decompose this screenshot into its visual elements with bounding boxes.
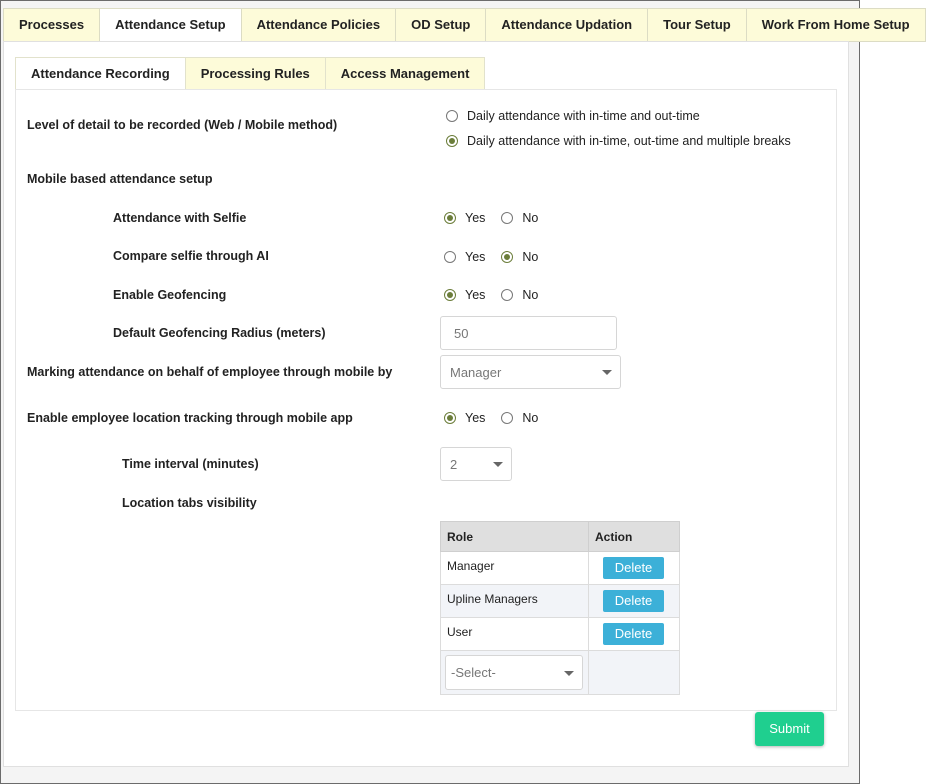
- location-tracking-label: Enable employee location tracking through mobile app: [27, 411, 353, 425]
- chevron-down-icon: [602, 370, 612, 375]
- detail-option-1-radio[interactable]: [446, 110, 458, 122]
- submit-button[interactable]: Submit: [755, 712, 824, 746]
- tab-work-from-home-setup[interactable]: Work From Home Setup: [746, 8, 926, 42]
- geofencing-radio-group: [444, 288, 538, 302]
- geofencing-yes-radio[interactable]: [444, 289, 456, 301]
- tracking-no-radio[interactable]: [501, 412, 513, 424]
- top-tab-bar: [3, 8, 926, 42]
- geofencing-no-label: No: [522, 288, 539, 302]
- tracking-yes-label: Yes: [465, 411, 486, 425]
- empty-action-cell: [589, 651, 680, 695]
- time-interval-value: 2: [450, 456, 458, 472]
- detail-level-label: Level of detail to be recorded (Web / Mobile method): [27, 118, 338, 132]
- role-column-header: Role: [441, 522, 589, 552]
- location-tracking-radio-group: [444, 411, 538, 425]
- selfie-yes-radio[interactable]: [444, 212, 456, 224]
- geofence-radius-input[interactable]: 50: [440, 316, 617, 350]
- tab-attendance-setup[interactable]: Attendance Setup: [99, 8, 241, 42]
- add-role-row: [441, 651, 680, 695]
- tracking-yes-radio[interactable]: [444, 412, 456, 424]
- detail-option-1[interactable]: [446, 109, 700, 123]
- tab-od-setup[interactable]: OD Setup: [395, 8, 485, 42]
- role-select-placeholder: -Select-: [451, 665, 496, 680]
- action-cell: [589, 585, 680, 618]
- delete-button[interactable]: Delete: [603, 590, 664, 612]
- geofencing-label: Enable Geofencing: [113, 288, 227, 302]
- delete-button[interactable]: Delete: [603, 623, 664, 645]
- detail-option-2[interactable]: [446, 134, 791, 148]
- detail-option-2-radio[interactable]: [446, 135, 458, 147]
- action-cell: [589, 552, 680, 585]
- table-header-row: [441, 522, 680, 552]
- geofencing-yes-label: Yes: [465, 288, 486, 302]
- detail-option-2-label: Daily attendance with in-time, out-time and multiple breaks: [467, 134, 791, 148]
- geofencing-no-radio[interactable]: [501, 289, 513, 301]
- time-interval-select[interactable]: [440, 447, 512, 481]
- table-row: [441, 585, 680, 618]
- time-interval-label: Time interval (minutes): [122, 457, 259, 471]
- subtab-processing-rules[interactable]: Processing Rules: [185, 57, 325, 90]
- action-column-header: Action: [589, 522, 680, 552]
- role-cell: Upline Managers: [441, 585, 589, 618]
- location-tabs-visibility-label: Location tabs visibility: [122, 496, 257, 510]
- selfie-label: Attendance with Selfie: [113, 211, 247, 225]
- tracking-no-label: No: [522, 411, 539, 425]
- behalf-marking-label: Marking attendance on behalf of employee through mobile by: [27, 365, 393, 379]
- action-cell: [589, 618, 680, 651]
- role-cell: User: [441, 618, 589, 651]
- behalf-marking-value: Manager: [450, 364, 502, 380]
- chevron-down-icon: [493, 462, 503, 467]
- behalf-marking-select[interactable]: [440, 355, 621, 389]
- subtab-access-management[interactable]: Access Management: [325, 57, 486, 90]
- selfie-no-radio[interactable]: [501, 212, 513, 224]
- table-row: [441, 618, 680, 651]
- tab-attendance-updation[interactable]: Attendance Updation: [485, 8, 647, 42]
- role-cell: Manager: [441, 552, 589, 585]
- selfie-yes-label: Yes: [465, 211, 486, 225]
- tab-processes[interactable]: Processes: [3, 8, 99, 42]
- role-select[interactable]: [445, 655, 583, 690]
- selfie-no-label: No: [522, 211, 539, 225]
- compare-ai-no-label: No: [522, 250, 539, 264]
- role-select-cell: [441, 651, 589, 695]
- delete-button[interactable]: Delete: [603, 557, 664, 579]
- compare-ai-label: Compare selfie through AI: [113, 249, 269, 263]
- geofence-radius-label: Default Geofencing Radius (meters): [113, 326, 326, 340]
- table-row: [441, 552, 680, 585]
- compare-ai-yes-radio[interactable]: [444, 251, 456, 263]
- tab-tour-setup[interactable]: Tour Setup: [647, 8, 746, 42]
- compare-ai-yes-label: Yes: [465, 250, 486, 264]
- selfie-radio-group: [444, 211, 538, 225]
- detail-option-1-label: Daily attendance with in-time and out-time: [467, 109, 700, 123]
- mobile-setup-heading: Mobile based attendance setup: [27, 172, 213, 186]
- subtab-attendance-recording[interactable]: Attendance Recording: [15, 57, 185, 90]
- tab-attendance-policies[interactable]: Attendance Policies: [241, 8, 396, 42]
- chevron-down-icon: [564, 671, 574, 676]
- compare-ai-no-radio[interactable]: [501, 251, 513, 263]
- roles-table: [440, 521, 680, 695]
- sub-tab-bar: [15, 57, 485, 90]
- compare-ai-radio-group: [444, 250, 538, 264]
